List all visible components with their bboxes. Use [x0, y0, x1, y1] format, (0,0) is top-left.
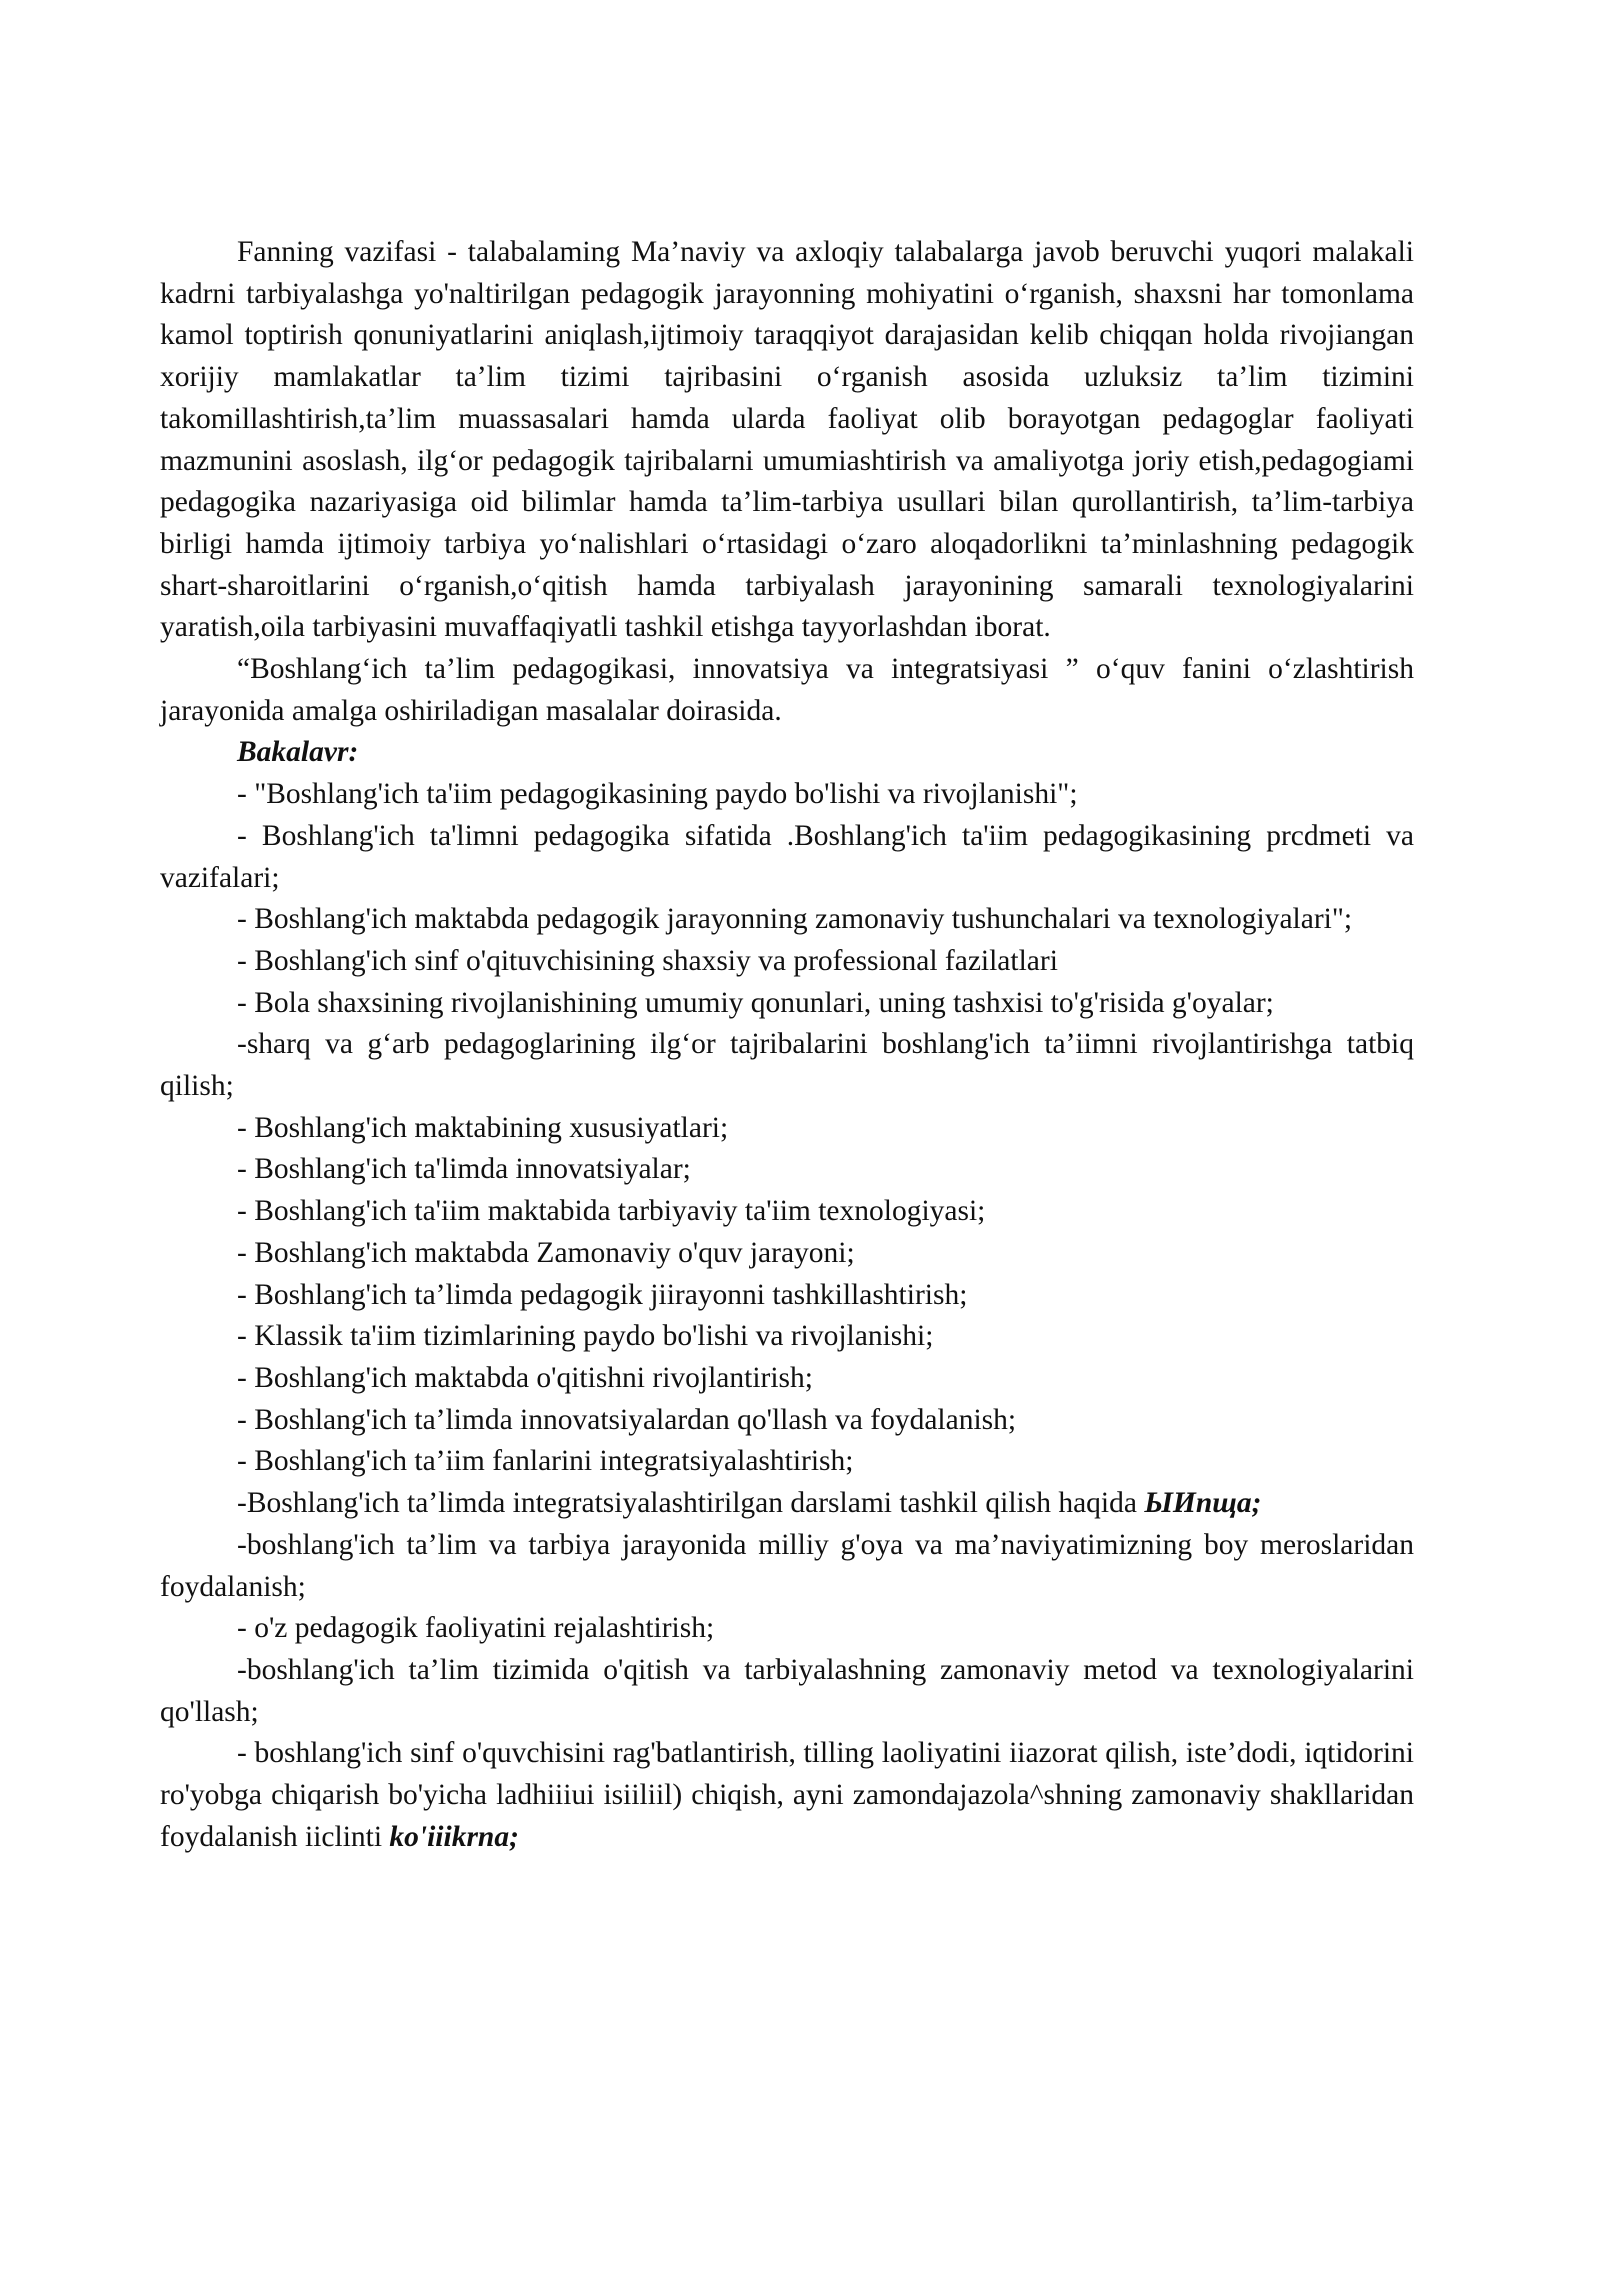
list-item-last [160, 1733, 1414, 1858]
course-paragraph: “Boshlang‘ich ta’lim pedagogikasi, innovatsiya va integratsiyasi ” o‘quv fanini o‘zlashtirish jarayonida amalga oshiriladigan masalalar doirasida. [160, 653, 1414, 727]
list-item: - Boshlang'ich ta'limda innovatsiyalar; [237, 1153, 691, 1186]
list-item: - Klassik ta'iim tizimlarining paydo bo'lishi va rivojlanishi; [237, 1320, 934, 1353]
list-item: - o'z pedagogik faoliyatini rejalashtirish; [237, 1612, 715, 1645]
list-item-text: -Boshlang'ich ta’limda integratsiyalashtirilgan darslami tashkil qilish haqida [237, 1487, 1137, 1520]
document-page [160, 232, 1414, 1858]
list-item: - Boshlang'ich ta'iim maktabida tarbiyaviy ta'iim texnologiyasi; [237, 1195, 986, 1228]
list-item: - Boshlang'ich maktabda o'qitishni rivojlantirish; [237, 1361, 813, 1394]
list-item: - Boshlang'ich ta’limda innovatsiyalardan qo'llash va foydalanish; [237, 1403, 1017, 1436]
list-item-integration [160, 1483, 1414, 1525]
list-item: - Boshlang'ich ta'limni pedagogika sifatida .Boshlang'ich ta'iim pedagogikasining prcdmeti va vazifalari; [160, 819, 1414, 894]
list-item: - Boshlang'ich ta’iim fanlarini integratsiyalashtirish; [237, 1445, 854, 1478]
section-heading: Bakalavr: [237, 736, 359, 769]
list-item: - Boshlang'ich maktabining xususiyatlari; [237, 1111, 729, 1144]
list-item: -boshlang'ich ta’lim va tarbiya jarayonida milliy g'oya va ma’naviyatimizning boy meroslaridan foydalanish; [160, 1528, 1414, 1603]
list-item-text: - boshlang'ich sinf o'quvchisini rag'batlantirish, tilling laoliyatini iiazorat qilish, iste’dodi, iqtidorini ro'yobga chiqarish bo'yicha ladhiiiui isiiliil) chiqish, ayni zamondajazola^shning zamonaviy shakllaridan foydalanish iiclinti [160, 1737, 1414, 1853]
intro-paragraph: Fanning vazifasi - talabalaming Ma’naviy va axloqiy talabalarga javob beruvchi yuqori malakali kadrni tarbiyalashga yo'naltirilgan pedagogik jarayonning mohiyatini o‘rganish, shaxsni har tomonlama kamol toptirish qonuniyatlarini aniqlash,ijtimoiy taraqqiyot darajasidan kelib chiqqan holda rivojiangan xorijiy mamlakatlar ta’lim tizimi tajribasini o‘rganish asosida uzluksiz ta’lim tizimini takomillashtirish,ta’lim muassasalari hamda ularda faoliyat olib borayotgan pedagoglar faoliyati mazmunini asoslash, ilg‘or pedagogik tajribalarni umumiashtirish va amaliyotga joriy etish,pedagogiami pedagogika nazariyasiga oid bilimlar hamda ta’lim-tarbiya usullari bilan qurollantirish, ta’lim-tarbiya birligi hamda ijtimoiy tarbiya yo‘nalishlari o‘rtasidagi o‘zaro aloqadorlikni ta’minlashning pedagogik shart-sharoitlarini o‘rganish,o‘qitish hamda tarbiyalash jarayonining samarali texnologiyalarini yaratish,oila tarbiyasini muvaffaqiyatli tashkil etishga tayyorlashdan iborat. [160, 236, 1414, 644]
list-item: - Boshlang'ich maktabda Zamonaviy o'quv jarayoni; [237, 1236, 855, 1269]
list-item: -sharq va g‘arb pedagoglarining ilg‘or tajribalarini boshlang'ich ta’iimni rivojlantirishga tatbiq qilish; [160, 1028, 1414, 1103]
list-item: -boshlang'ich ta’lim tizimida o'qitish va tarbiyalashning zamonaviy metod va texnologiyalarini qo'llash; [160, 1653, 1414, 1728]
list-item: - Boshlang'ich ta’limda pedagogik jiirayonni tashkillashtirish; [237, 1278, 968, 1311]
list-item-tail: ЫИпща; [1144, 1487, 1262, 1520]
list-item: - Bola shaxsining rivojlanishining umumiy qonunlari, uning tashxisi to'g'risida g'oyalar; [237, 986, 1274, 1019]
list-item: - Boshlang'ich maktabda pedagogik jarayonning zamonaviy tushunchalari va texnologiyalari"; [237, 903, 1353, 936]
list-item-tail: ko'iiikrna; [389, 1820, 519, 1853]
list-item: - "Boshlang'ich ta'iim pedagogikasining paydo bo'lishi va rivojlanishi"; [237, 778, 1078, 811]
list-item: - Boshlang'ich sinf o'qituvchisining shaxsiy va professional fazilatlari [237, 944, 1058, 977]
